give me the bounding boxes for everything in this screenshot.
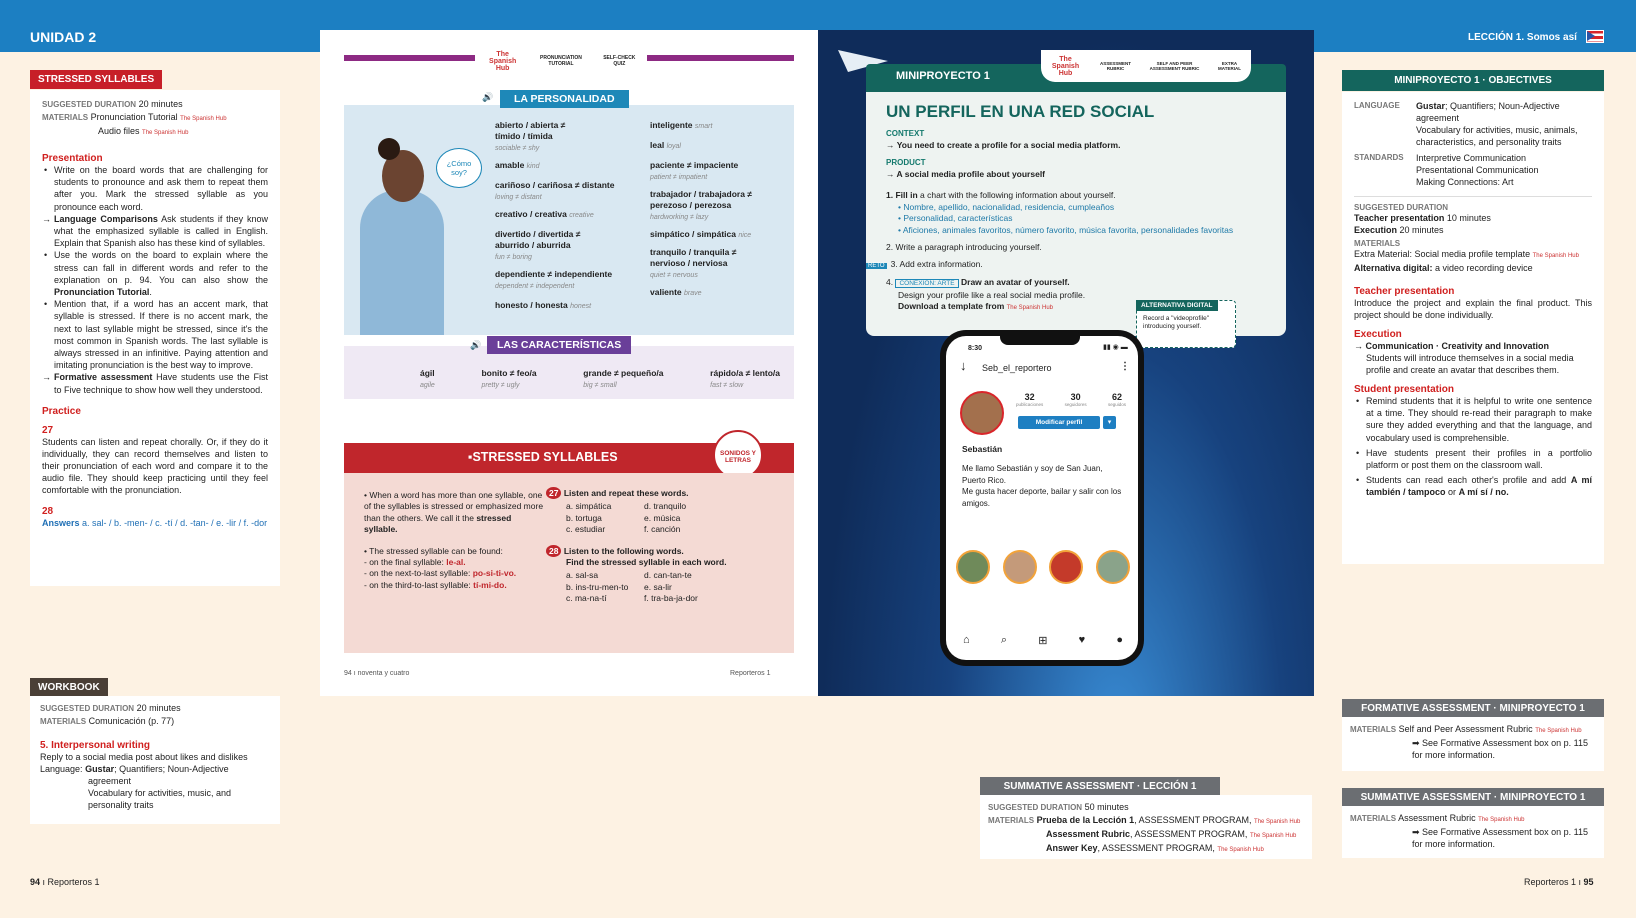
duration-value: 10 minutes: [1446, 213, 1491, 223]
context-text: You need to create a profile for a social media platform.: [896, 139, 1121, 150]
activity-number: 27: [42, 424, 54, 436]
page-number: 95: [1583, 877, 1594, 887]
vocab-word: bonito ≠ feo/a: [481, 368, 537, 378]
gustar-label: Gustar: [1416, 101, 1446, 111]
page-footer-right: Reporteros 1: [730, 670, 771, 677]
activity-instruction: Find the stressed syllable in each word.: [566, 557, 727, 568]
stat-label: seguidores: [1064, 402, 1087, 407]
footer-book-title: Reporteros 1: [47, 877, 100, 887]
signal-battery-icon: ▮▮ ◉ ▬: [1103, 344, 1128, 351]
highlight-thumbnail[interactable]: [1096, 550, 1130, 584]
vocab-word: honesto / honesta: [495, 300, 568, 310]
step-text: Design your profile like a real social media profile.: [898, 289, 1086, 300]
search-icon[interactable]: ⌕: [1000, 634, 1008, 646]
highlight-thumbnail[interactable]: [956, 550, 990, 584]
spanish-hub-logo: The Spanish Hub: [1254, 819, 1301, 825]
activity-number: 28: [42, 505, 54, 517]
caracteristicas-list: [420, 368, 780, 391]
spanish-hub-logo: The Spanish Hub: [1478, 817, 1525, 823]
stressed-syllables-title: ▪STRESSED SYLLABLES: [468, 450, 618, 464]
duration-label: SUGGESTED DURATION: [1354, 203, 1449, 212]
vocab-gloss: agile: [420, 382, 435, 389]
hub-nav-bar: [1041, 50, 1251, 82]
assessment-rubric-link[interactable]: ASSESSMENT RUBRIC: [1099, 61, 1131, 71]
practice-text: Students can listen and repeat chorally. Or, if they do it individually, they can record themselves and listen to their pronunciation of each word and compare it to the audio file. They should keep practicing until they feel comfortable with the pronunciation.: [42, 436, 268, 495]
vocab-word: valiente: [650, 287, 682, 297]
student-photo: [360, 190, 444, 335]
spanish-hub-logo: The Spanish Hub: [1051, 55, 1080, 77]
see-more-text: ➡ See Formative Assessment box on p. 115 for more information.: [1412, 827, 1588, 849]
caracteristicas-title: LAS CARACTERÍSTICAS: [487, 336, 631, 354]
materials-label: MATERIALS: [1350, 814, 1397, 823]
workbook-text: personality traits: [88, 800, 154, 810]
vocab-word: amable: [495, 160, 525, 170]
presentation-bullet: • Write on the board words that are challenging for students to pronounce and ask them to repeat them after you. Mark the stressed syllable as you pronounce each word.: [42, 164, 268, 213]
unit-label: UNIDAD 2: [30, 29, 97, 45]
dropdown-icon[interactable]: ▾: [1103, 416, 1116, 429]
language-label: Language:: [40, 764, 83, 774]
interpersonal-writing-heading: 5. Interpersonal writing: [40, 740, 151, 751]
step-text: a chart with the following information about yourself.: [920, 190, 1116, 200]
rule-text: • The stressed syllable can be found:: [364, 545, 503, 556]
step-bullet: • Nombre, apellido, nacionalidad, residencia, cumpleaños: [898, 201, 1115, 212]
reto-badge: RETO: [868, 262, 885, 269]
student-page-95: [818, 30, 1314, 696]
activity-number: 27: [546, 487, 561, 499]
footer-left: 94 ı Reporteros 1: [30, 877, 100, 887]
duration-label: SUGGESTED DURATION: [42, 100, 137, 109]
materials-value: Self and Peer Assessment Rubric: [1398, 724, 1533, 734]
materials-value: , ASSESSMENT PROGRAM,: [1134, 815, 1252, 825]
step-text: Draw an avatar of yourself.: [961, 277, 1070, 287]
rule-text: • When a word has more than one syllable, one of the syllables is stressed or emphasized more than the others. We call it the: [364, 490, 544, 523]
activity-word: c. ma-na-tí: [566, 593, 607, 604]
activity-word: c. estudiar: [566, 524, 606, 535]
standards-label: STANDARDS: [1354, 153, 1404, 162]
vocab-gloss: pretty ≠ ugly: [481, 382, 520, 389]
self-peer-rubric-link[interactable]: SELF AND PEER ASSESSMENT RUBRIC: [1149, 61, 1200, 71]
standard-item: Presentational Communication: [1416, 165, 1539, 175]
workbook-panel: [30, 696, 280, 824]
vocab-word: grande ≠ pequeño/a: [583, 368, 664, 378]
materials-value: Assessment Rubric: [1046, 829, 1131, 839]
presentation-heading: Presentation: [42, 153, 103, 164]
add-post-icon[interactable]: ⊞: [1038, 635, 1048, 647]
bio-line: Me llamo Sebastián y soy de San Juan, Puerto Rico.: [962, 464, 1103, 485]
miniproyecto-label: MINIPROYECTO 1: [896, 70, 990, 82]
vocab-word: dependiente ≠ independiente: [495, 269, 613, 279]
vocab-gloss: brave: [684, 290, 702, 297]
heart-icon[interactable]: ♥: [1078, 634, 1086, 646]
workbook-text: Vocabulary for activities, music, and: [88, 788, 232, 798]
step-text: Download a template from: [898, 301, 1005, 311]
materials-label: MATERIALS: [1354, 239, 1401, 248]
activity-word: e. sa-lir: [644, 581, 672, 592]
vocab-word: divertido / divertida ≠: [495, 229, 581, 239]
activity-word: d. can-tan-te: [644, 570, 692, 581]
vocab-word: creativo / creativa: [495, 209, 567, 219]
activity-instruction: Listen and repeat these words.: [563, 488, 689, 498]
speech-bubble: ¿Cómo soy?: [436, 148, 482, 188]
vocab-gloss: big ≠ small: [583, 382, 617, 389]
highlight-thumbnail[interactable]: [1049, 550, 1083, 584]
formative-assessment-label: Formative assessment: [54, 372, 153, 383]
expression-bold: A mí también / tampoco: [1366, 475, 1592, 498]
step-text: 2. Write a paragraph introducing yourself.: [886, 242, 1042, 252]
execution-skills: Communication · Creativity and Innovation: [1365, 341, 1550, 351]
materials-value: a video recording device: [1435, 263, 1533, 273]
extra-material-link[interactable]: EXTRA MATERIAL: [1218, 61, 1241, 71]
workbook-text: agreement: [88, 776, 132, 786]
activity-number: 28: [546, 545, 561, 557]
vocab-gloss: creative: [569, 212, 594, 219]
duration-label: SUGGESTED DURATION: [40, 704, 135, 713]
vocab-word: cariñoso / cariñosa ≠ distante: [495, 180, 615, 190]
execution-heading: Execution: [1354, 329, 1402, 340]
pronunciation-tutorial-label: Pronunciation Tutorial: [54, 287, 150, 298]
summative-assessment-lesson-header: SUMMATIVE ASSESSMENT · LECCIÓN 1: [980, 777, 1220, 796]
standard-item: Making Connections: Art: [1416, 177, 1514, 187]
teacher-presentation-text: Introduce the project and explain the final product. This project should be done individually.: [1354, 298, 1592, 320]
page-footer-left: 94 ı noventa y cuatro: [344, 670, 410, 677]
step-number: 1.: [886, 190, 894, 200]
activity-word: d. tranquilo: [644, 501, 687, 512]
presentation-text: Have students use the Fist to Five technique to show how well they understood.: [54, 372, 268, 395]
vocab-gloss: kind: [526, 163, 540, 170]
stat-value: 62: [1111, 392, 1122, 402]
rule-example: tí-mi-do.: [473, 579, 507, 590]
conexion-arte-badge: CONEXIÓN: ARTE: [895, 279, 958, 288]
vocab-gloss: smart: [694, 123, 713, 130]
presentation-bullet: • Mention that, if a word has an accent mark, that syllable is stressed. If there is no accent mark, the next to last syllable might be stressed, since it's the most common in Spanish words. The last syllable is always stressed in an infinitive. Paying attention and imitating pronunciation is the best way to improve.: [42, 298, 268, 371]
spanish-hub-logo: The Spanish Hub: [142, 130, 189, 136]
answers-text: a. sal- / b. -men- / c. -tí / d. -tan- / e. -lir / f. -dor: [82, 517, 268, 528]
activity-27: [546, 488, 786, 605]
rule-text: - on the final syllable:: [364, 557, 444, 568]
duration-value: 20 minutes: [136, 703, 181, 713]
product-text: A social media profile about yourself: [896, 168, 1046, 179]
vocab-word: rápido/a ≠ lento/a: [710, 368, 780, 378]
vocab-word: nervioso / nerviosa: [650, 258, 728, 268]
standard-item: Interpretive Communication: [1416, 153, 1527, 163]
profile-icon[interactable]: ●: [1116, 634, 1123, 646]
vocab-word: simpático / simpática: [650, 229, 736, 239]
step-verb: Fill in: [895, 190, 918, 200]
materials-value: Pronunciation Tutorial: [90, 112, 178, 122]
footer-book-title: Reporteros 1: [1524, 877, 1577, 887]
phone-nav-bar: [963, 634, 1123, 647]
student-presentation-text: Students can read each other's profile and add: [1366, 475, 1567, 486]
see-more-text: ➡ See Formative Assessment box on p. 115 for more information.: [1412, 738, 1588, 760]
answers-label: Answers: [42, 517, 80, 528]
workbook-text: ; Quantifiers; Noun-Adjective: [114, 764, 229, 774]
materials-value: Prueba de la Lección 1: [1036, 815, 1135, 825]
bio-line: Me gusta hacer deporte, bailar y salir con los amigos.: [962, 487, 1122, 508]
vocab-word: trabajador / trabajadora ≠: [650, 189, 752, 199]
self-check-quiz-link[interactable]: SELF-CHECK QUIZ: [603, 55, 636, 67]
vocab-word: perezoso / perezosa: [650, 200, 732, 210]
duration-value: 20 minutes: [1399, 225, 1444, 235]
spanish-hub-logo: The Spanish Hub: [1532, 253, 1579, 259]
presentation-text: Use the words on the board to explain where the stress can fall in different words and refer to the explanation on p. 94. You can also show the: [54, 250, 268, 285]
duration-value: 20 minutes: [138, 99, 183, 109]
stressed-syllables-header: STRESSED SYLLABLES: [30, 70, 162, 89]
student-presentation-bullet: • Have students present their profiles in a portfolio platform or post them on the classroom wall.: [1354, 447, 1592, 471]
language-comparisons-label: Language Comparisons: [54, 213, 158, 224]
objectives-panel: LANGUAGE Gustar; Quantifiers; Noun-Adjective agreement Vocabulary for activities, music, animals, characteristics, and personality traits STANDARDS Interpretive Communication Presentational Communication Making Connections: Art SUGGESTED DURATION Teacher presentation 10 minutes Execution 20 minutes MATERIALS Extra Material: Social media profile template The Spanish Hub Alternativa digital: a video recording device Teacher presentation Introduce the project and explain the final product. This project should be done individually. Execution → Communication · Creativity and Innovation Students will introduce themselves in a social media profile and create an avatar that describes them. Student presentation • Remind students that it is helpful to write one sentence at a time. They should re-read their paragraph to make sure they added everything and that the language, and vocabulary used is comprehensible. • Have students present their profiles in a portfolio platform or post them on the classroom wall. • Students can read each other's profile and add A mí también / tampoco or A mí sí / no.: [1342, 92, 1604, 564]
edit-profile-button[interactable]: Modificar perfil: [1018, 416, 1100, 429]
activity-word: a. sal-sa: [566, 570, 599, 581]
vocab-word: inteligente: [650, 120, 693, 130]
stat-label: seguidos: [1107, 402, 1126, 407]
audio-icon[interactable]: 🔊: [470, 340, 482, 350]
vocab-word: aburrido / aburrida: [495, 240, 571, 250]
lesson-label: LECCIÓN 1. Somos así: [1468, 32, 1577, 43]
back-arrow-icon[interactable]: ↓: [960, 358, 967, 373]
materials-label: MATERIALS: [988, 816, 1035, 825]
formative-assessment-header: FORMATIVE ASSESSMENT · MINIPROYECTO 1: [1342, 699, 1604, 718]
personalidad-title: LA PERSONALIDAD: [500, 90, 629, 108]
student-page-94: [320, 30, 818, 696]
stat-value: 32: [1024, 392, 1035, 402]
rule-example: le-al.: [446, 557, 466, 568]
language-text: ; Quantifiers; Noun-Adjective agreement: [1416, 101, 1560, 123]
materials-label: MATERIALS: [40, 717, 87, 726]
vocab-column-1: [495, 120, 643, 312]
product-label: PRODUCT: [886, 158, 926, 167]
activity-word: b. tortuga: [566, 512, 602, 523]
rule-example: po-si-ti-vo.: [472, 568, 517, 579]
activity-word: b. ins-tru-men-to: [566, 581, 629, 592]
activity-word: a. simpática: [566, 501, 612, 512]
context-label: CONTEXT: [886, 129, 925, 138]
page-number: 94: [30, 877, 41, 887]
profile-bio: [962, 463, 1122, 509]
vocab-column-2: [650, 120, 790, 299]
profile-username: Seb_el_reportero: [982, 363, 1052, 373]
spanish-hub-logo: The Spanish Hub: [1006, 305, 1054, 311]
materials-value: Assessment Rubric: [1398, 813, 1476, 823]
step-number: 4.: [886, 277, 894, 287]
summative-assessment-mini-panel: [1342, 806, 1604, 858]
story-highlights: [956, 550, 1130, 584]
student-photo-hair: [378, 138, 400, 160]
rule-text: - on the next-to-last syllable:: [364, 568, 471, 579]
highlight-thumbnail[interactable]: [1003, 550, 1037, 584]
teacher-presentation-heading: Teacher presentation: [1354, 286, 1455, 297]
vocab-gloss: fast ≠ slow: [710, 382, 744, 389]
materials-label: MATERIALS: [1350, 725, 1397, 734]
stat-label: publicaciones: [1016, 402, 1044, 407]
pronunciation-tutorial-link[interactable]: PRONUNCIATION TUTORIAL: [540, 55, 582, 67]
vocab-word: tímido / tímida: [495, 131, 553, 141]
alternativa-digital-label: ALTERNATIVA DIGITAL: [1136, 300, 1218, 311]
profile-avatar: [960, 391, 1004, 435]
vocab-word: paciente ≠ impaciente: [650, 160, 739, 170]
hub-nav-bar: [475, 46, 647, 76]
stat-value: 30: [1070, 392, 1081, 402]
gustar-label: Gustar: [85, 764, 115, 774]
audio-icon[interactable]: 🔊: [482, 92, 494, 102]
vocab-gloss: honest: [570, 303, 592, 310]
sonidos-letras-seal: SONIDOS Y LETRAS: [713, 430, 763, 480]
vocab-gloss: patient ≠ impatient: [650, 174, 708, 181]
materials-value: , ASSESSMENT PROGRAM,: [1097, 843, 1215, 853]
language-label: LANGUAGE: [1354, 101, 1400, 110]
spanish-hub-logo: The Spanish Hub: [1217, 847, 1264, 853]
materials-value: Extra Material: Social media profile template: [1354, 249, 1531, 259]
summative-assessment-lesson-panel: [980, 795, 1312, 859]
phone-notch: [1000, 333, 1080, 345]
spanish-hub-logo: The Spanish Hub: [489, 50, 517, 72]
workbook-text: Reply to a social media post about likes and dislikes: [40, 752, 248, 762]
spanish-hub-logo: The Spanish Hub: [1535, 728, 1582, 734]
activity-word: f. canción: [644, 524, 681, 535]
duration-value: 50 minutes: [1084, 802, 1129, 812]
student-presentation-heading: Student presentation: [1354, 384, 1455, 395]
puerto-rico-flag-icon: [1586, 30, 1604, 43]
rule-text-bold: stressed syllable.: [364, 512, 512, 535]
expression-bold: A mí sí / no.: [1458, 487, 1509, 498]
activity-instruction: Listen to the following words.: [563, 545, 684, 556]
language-text: Vocabulary for activities, music, animals, characteristics, and personality traits: [1416, 125, 1578, 147]
project-details: CONTEXT → You need to create a profile for a social media platform. PRODUCT → A social media profile about yourself 1. Fill in a chart with the following information about yourself. • Nombre, apellido, nacionalidad, residencia, cumpleaños • Personalidad, características • Aficiones, animales favoritos, número favorito, música favorita, personalidades favoritas 2. Write a paragraph introducing yourself. RETO 3. Add extra information. 4. CONEXIÓN: ARTE Draw an avatar of yourself. Design your profile like a real social media profile. Download a template from The Spanish Hub: [886, 128, 1276, 315]
student-presentation-bullet: • Remind students that it is helpful to write one sentence at a time. They should re-read their paragraph to make sure they added everything and that the language, and vocabulary used is comprehensible.: [1354, 395, 1592, 444]
step-text: 3. Add extra information.: [890, 258, 983, 269]
materials-value: Comunicación (p. 77): [88, 716, 175, 726]
activity-word: e. música: [644, 512, 681, 523]
vocab-word: leal: [650, 140, 665, 150]
activity-word: f. tra-ba-ja-dor: [644, 593, 698, 604]
teacher-presentation-label: Teacher presentation: [1354, 213, 1445, 223]
vocab-gloss: loving ≠ distant: [495, 194, 542, 201]
execution-text: Students will introduce themselves in a social media profile and create an avatar that describes them.: [1366, 353, 1574, 375]
profile-stats: [1016, 392, 1126, 407]
materials-value-2: Audio files: [98, 126, 140, 136]
vocab-word: ágil: [420, 368, 435, 378]
home-icon[interactable]: ⌂: [963, 634, 970, 646]
objectives-header: MINIPROYECTO 1 · OBJECTIVES: [1342, 70, 1604, 91]
duration-label: SUGGESTED DURATION: [988, 803, 1083, 812]
alternativa-label: Alternativa digital:: [1354, 263, 1433, 273]
materials-label: MATERIALS: [42, 113, 89, 122]
student-presentation-text: or: [1448, 487, 1457, 498]
materials-value: , ASSESSMENT PROGRAM,: [1130, 829, 1248, 839]
summative-assessment-mini-header: SUMMATIVE ASSESSMENT · MINIPROYECTO 1: [1342, 788, 1604, 807]
vocab-gloss: loyal: [666, 143, 681, 150]
vocab-gloss: nice: [738, 232, 752, 239]
alternativa-text: Record a "videoprofile" introducing yourself.: [1143, 315, 1210, 330]
vocab-word: tranquilo / tranquila ≠: [650, 247, 737, 257]
workbook-header: WORKBOOK: [30, 678, 108, 697]
step-bullet: • Aficiones, animales favoritos, número favorito, música favorita, personalidades favoritas: [898, 224, 1234, 235]
footer-right: Reporteros 1 ı 95: [1524, 877, 1594, 887]
presentation-text: Ask students if they know what the emphasized syllable is called in English. Explain that Spanish also has these kind of syllables.: [54, 213, 268, 249]
materials-value: Answer Key: [1046, 843, 1098, 853]
spanish-hub-logo: The Spanish Hub: [180, 116, 227, 122]
step-bullet: • Personalidad, características: [898, 213, 1013, 223]
project-title: UN PERFIL EN UNA RED SOCIAL: [886, 102, 1155, 121]
more-options-icon[interactable]: ⋮: [1120, 361, 1130, 372]
practice-heading: Practice: [42, 405, 81, 417]
phone-time: 8:30: [968, 345, 983, 352]
stressed-syllables-title-text: STRESSED SYLLABLES: [472, 450, 618, 464]
execution-label: Execution: [1354, 225, 1398, 235]
profile-name: Sebastián: [962, 444, 1003, 454]
rule-text: - on the third-to-last syllable:: [364, 579, 471, 590]
spanish-hub-logo: The Spanish Hub: [1249, 833, 1297, 839]
vocab-gloss: fun ≠ boring: [495, 254, 532, 261]
vocab-gloss: dependent ≠ independent: [495, 283, 575, 290]
stressed-syllables-panel: SUGGESTED DURATION 20 minutes MATERIALS Pronunciation Tutorial The Spanish Hub Audio files The Spanish Hub Presentation • Write on the board words that are challenging for students to pronounce and ask them to repeat them after you. Mark the stressed syllable as you pronounce each word. → Language Comparisons Ask students if they know what the emphasized syllable is called in English. Explain that Spanish also has these kind of syllables. • Use the words on the board to explain where the stress can fall in different words and refer to the explanation on p. 94. You can also show the Pronunciation Tutorial. • Mention that, if a word has an accent mark, that syllable is stressed. If there is no accent mark, the next to last syllable might be stressed, since it's the most common in Spanish words. The last syllable is always stressed in an infinitive. Paying attention and imitating pronunciation is the best way to improve. → Formative assessment Have students use the Fist to Five technique to show how well they understood. Practice 27 Students can listen and repeat chorally. Or, if they do it individually, they can record themselves and listen to their pronunciation of each word and compare it to the audio file. They should keep practicing until they feel comfortable with the pronunciation. 28 Answers a. sal- / b. -men- / c. -tí / d. -tan- / e. -lir / f. -dor: [30, 90, 280, 586]
vocab-gloss: sociable ≠ shy: [495, 145, 540, 152]
stressed-rules: [364, 490, 544, 591]
vocab-gloss: quiet ≠ nervous: [650, 272, 698, 279]
vocab-word: abierto / abierta ≠: [495, 120, 566, 130]
vocab-gloss: hardworking ≠ lazy: [650, 214, 709, 221]
formative-assessment-panel: [1342, 717, 1604, 771]
